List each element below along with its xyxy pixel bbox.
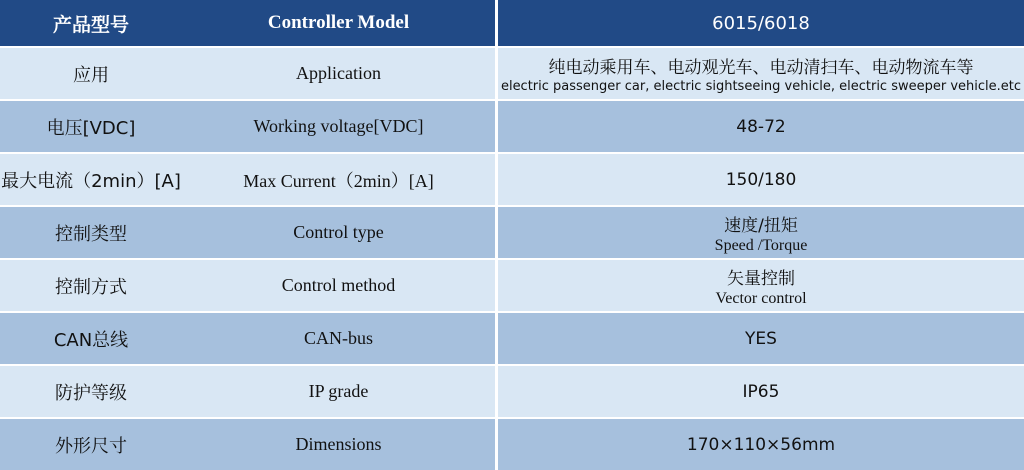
value-cell — [495, 101, 1024, 152]
row-max-current — [0, 152, 1024, 205]
value-text: 170×110×56mm — [686, 434, 836, 455]
value-cell — [495, 366, 1024, 417]
value-cell — [495, 419, 1024, 470]
value-cell — [495, 260, 1024, 311]
header-model-value: 6015/6018 — [495, 0, 1024, 46]
label-en: CAN-bus — [303, 328, 373, 348]
row-application — [0, 46, 1024, 99]
label-en: Working voltage[VDC] — [253, 116, 424, 136]
label-en: Application — [296, 63, 381, 83]
value-text: IP65 — [742, 381, 780, 402]
value-text: 48-72 — [736, 116, 786, 137]
table-header — [0, 0, 1024, 46]
label-zh: 外形尺寸 — [55, 435, 127, 457]
value-en: Vector control — [715, 289, 807, 307]
value-cell — [495, 154, 1024, 205]
value-zh: 纯电动乘用车、电动观光车、电动清扫车、电动物流车等 — [548, 58, 974, 78]
value-cell — [495, 48, 1024, 99]
row-control-method — [0, 258, 1024, 311]
label-zh: 控制方式 — [55, 276, 127, 298]
row-can-bus — [0, 311, 1024, 364]
label-zh: 应用 — [73, 64, 109, 86]
label-zh: 电压[VDC] — [46, 117, 136, 139]
value-cell — [495, 313, 1024, 364]
row-dimensions — [0, 417, 1024, 470]
label-en: Control method — [281, 275, 396, 295]
label-en: Max Current（2min）[A] — [243, 170, 434, 191]
value-en: electric passenger car, electric sightseeing vehicle, electric sweeper vehicle.etc — [500, 79, 1022, 94]
header-model-zh: 产品型号 — [52, 13, 129, 36]
value-text: 150/180 — [725, 169, 797, 190]
label-en: IP grade — [308, 381, 369, 401]
value-zh: 速度/扭矩 — [724, 215, 798, 236]
value-en: Speed /Torque — [714, 236, 808, 254]
value-cell — [495, 207, 1024, 258]
row-voltage — [0, 99, 1024, 152]
label-en: Dimensions — [295, 434, 382, 454]
row-ip-grade — [0, 364, 1024, 417]
header-model-en: Controller Model — [267, 12, 410, 33]
label-zh: 控制类型 — [55, 223, 127, 245]
label-en: Control type — [293, 222, 384, 242]
row-control-type — [0, 205, 1024, 258]
label-zh: 防护等级 — [55, 382, 127, 404]
label-zh: CAN总线 — [53, 329, 129, 351]
value-zh: 矢量控制 — [727, 268, 795, 289]
value-text: YES — [745, 328, 777, 349]
label-zh: 最大电流（2min）[A] — [1, 170, 181, 192]
